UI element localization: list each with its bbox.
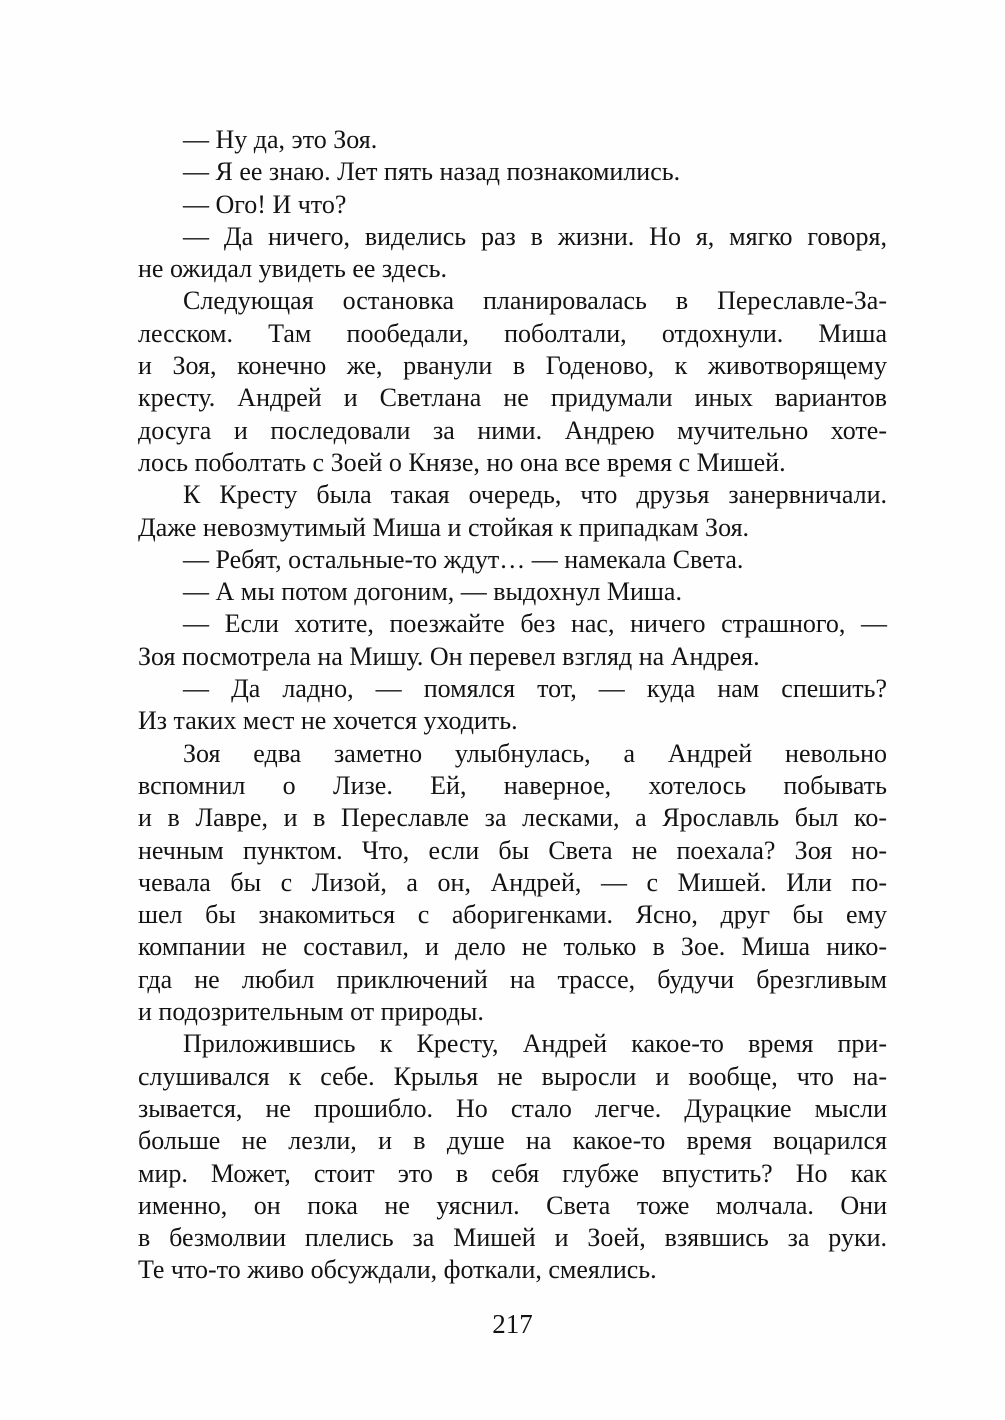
text-line: гда не любил приключений на трассе, будучи брезгливым — [138, 964, 887, 994]
text-line: — Ну да, это Зоя. — [183, 125, 378, 154]
text-line: Те что-то живо обсуждали, фоткали, смеялись. — [138, 1255, 657, 1285]
text-line: нечным пунктом. Что, если бы Света не поехала? Зоя но- — [138, 835, 887, 865]
page-text — [138, 124, 887, 1287]
text-line: — Да ничего, виделись раз в жизни. Но я, мягко говоря, — [183, 221, 887, 251]
text-line: лось поболтать с Зоей о Князе, но она все время с Мишей. — [138, 447, 786, 477]
text-line: Из таких мест не хочется уходить. — [138, 706, 518, 736]
paragraph — [138, 285, 887, 479]
paragraph — [138, 479, 887, 544]
paragraph — [138, 124, 887, 156]
text-line: зывается, не прошибло. Но стало легче. Дурацкие мысли — [138, 1093, 887, 1123]
text-line: К Кресту была такая очередь, что друзья занервничали. — [183, 480, 887, 510]
paragraph — [138, 738, 887, 1029]
text-line: — Я ее знаю. Лет пять назад познакомились. — [183, 157, 681, 187]
paragraph — [138, 576, 887, 608]
page-number: 217 — [492, 1309, 533, 1339]
paragraph — [138, 189, 887, 221]
text-line: Зоя посмотрела на Мишу. Он перевел взгляд на Андрея. — [138, 641, 760, 671]
text-line: кресту. Андрей и Светлана не придумали иных вариантов — [138, 383, 887, 413]
text-line: — А мы потом догоним, — выдохнул Миша. — [183, 577, 682, 607]
text-line: не ожидал увидеть ее здесь. — [138, 254, 448, 284]
text-line: лесском. Там пообедали, поболтали, отдохнули. Миша — [138, 318, 887, 348]
text-line: вспомнил о Лизе. Ей, наверное, хотелось побывать — [138, 770, 887, 800]
paragraph — [138, 221, 887, 286]
paragraph — [138, 156, 887, 188]
text-line: больше не лезли, и в душе на какое-то время воцарился — [138, 1126, 887, 1156]
text-line: в безмолвии плелись за Мишей и Зоей, взявшись за руки. — [138, 1223, 887, 1253]
text-line: Зоя едва заметно улыбнулась, а Андрей невольно — [183, 738, 887, 768]
text-line: и подозрительным от природы. — [138, 997, 484, 1027]
paragraph — [138, 673, 887, 738]
paragraph — [138, 544, 887, 576]
text-line: — Если хотите, поезжайте без нас, ничего страшного, — — [183, 609, 887, 639]
text-line: компании не составил, и дело не только в Зое. Миша нико- — [138, 932, 887, 962]
text-line: чевала бы с Лизой, а он, Андрей, — с Мишей. Или по- — [138, 867, 887, 897]
text-line: и в Лавре, и в Переславле за лесками, а Ярославль был ко- — [138, 803, 887, 833]
text-line: именно, он пока не уяснил. Света тоже молчала. Они — [138, 1190, 887, 1220]
text-line: — Ребят, остальные-то ждут… — намекала Света. — [183, 544, 744, 574]
text-line: — Да ладно, — помялся тот, — куда нам спешить? — [183, 674, 887, 704]
text-line: — Ого! И что? — [183, 189, 347, 219]
text-line: слушивался к себе. Крылья не выросли и вообще, что на- — [138, 1061, 887, 1091]
paragraph — [138, 1028, 887, 1286]
text-line: шел бы знакомиться с аборигенками. Ясно, друг бы ему — [138, 900, 887, 930]
paragraph — [138, 608, 887, 673]
text-line: и Зоя, конечно же, рванули в Годеново, к животворящему — [138, 351, 887, 381]
text-line: мир. Может, стоит это в себя глубже впустить? Но как — [138, 1158, 887, 1188]
text-line: Даже невозмутимый Миша и стойкая к припадкам Зоя. — [138, 512, 750, 542]
text-line: досуга и последовали за ними. Андрею мучительно хоте- — [138, 415, 887, 445]
text-line: Приложившись к Кресту, Андрей какое-то время при- — [183, 1029, 887, 1059]
text-line: Следующая остановка планировалась в Переславле-За- — [183, 286, 887, 316]
